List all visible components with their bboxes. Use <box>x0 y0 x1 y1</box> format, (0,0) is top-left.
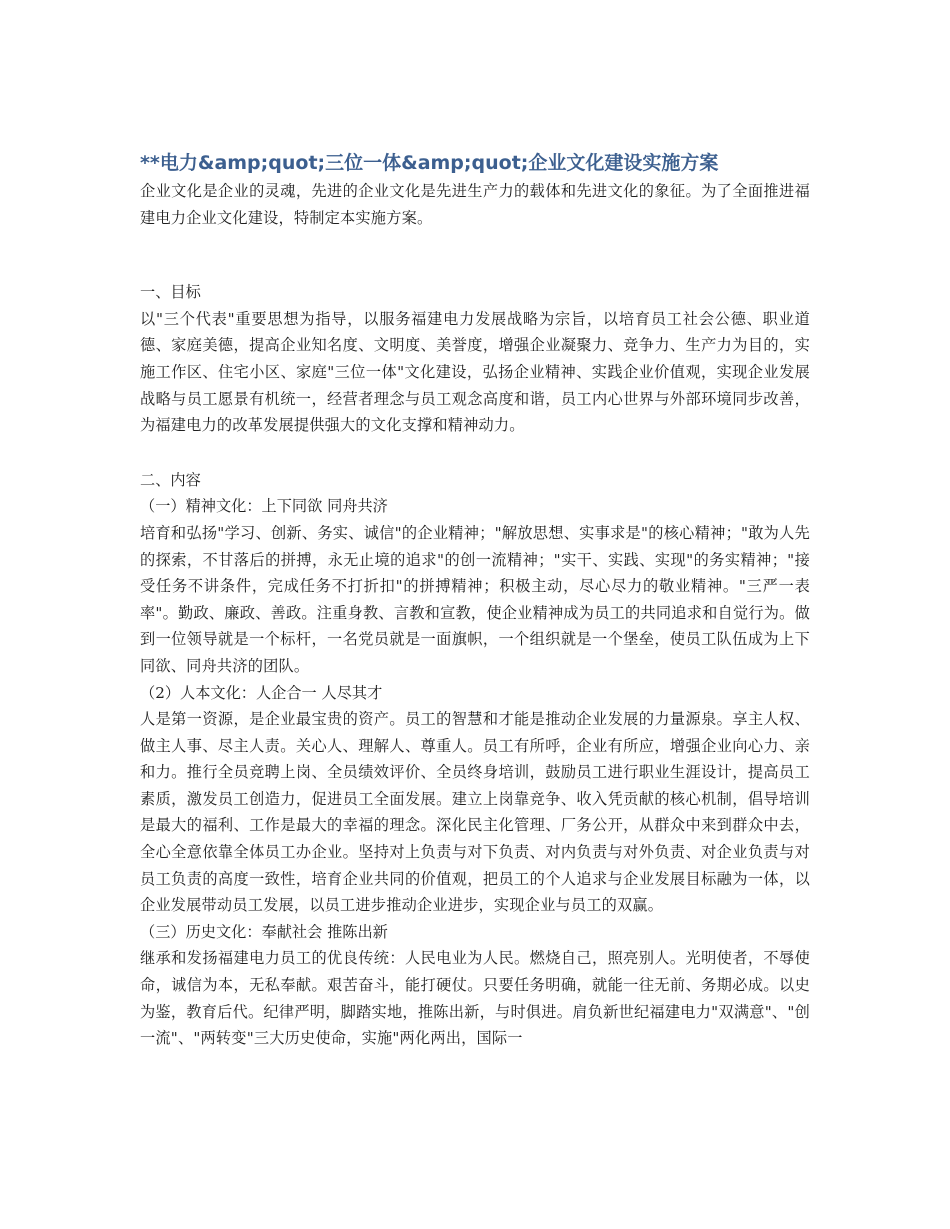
document-page <box>140 148 810 1052</box>
history-paragraph: 继承和发扬福建电力员工的优良传统：人民电业为人民。燃烧自己，照亮别人。光明使者，不辱使命，诚信为本，无私奉献。艰苦奋斗，能打硬仗。只要任务明确，就能一往无前、务期必成。以史为鉴，教育后代。纪律严明，脚踏实地，推陈出新，与时俱进。肩负新世纪福建电力"双满意"、"创一流"、"两转变"三大历史使命，实施"两化两出，国际一 <box>140 949 810 1048</box>
document-title: **电力&amp;quot;三位一体&amp;quot;企业文化建设实施方案 <box>140 152 719 174</box>
intro-paragraph: 企业文化是企业的灵魂，先进的企业文化是先进生产力的载体和先进文化的象征。为了全面推进福建电力企业文化建设，特制定本实施方案。 <box>140 182 810 227</box>
subsection-heading-spirit: （一）精神文化：上下同欲 同舟共济 <box>140 497 388 516</box>
people-paragraph: 人是第一资源，是企业最宝贵的资产。员工的智慧和才能是推动企业发展的力量源泉。享主人权、做主人事、尽主人责。关心人、理解人、尊重人。员工有所呼，企业有所应，增强企业向心力、亲和力。推行全员竞聘上岗、全员绩效评价、全员终身培训，鼓励员工进行职业生涯设计，提高员工素质，激发员工创造力，促进员工全面发展。建立上岗靠竞争、收入凭贡献的核心机制，倡导培训是最大的福利、工作是最大的幸福的理念。深化民主化管理、厂务公开，从群众中来到群众中去，全心全意依靠全体员工办企业。坚持对上负责与对下负责、对内负责与对外负责、对企业负责与对员工负责的高度一致性，培育企业共同的价值观，把员工的个人追求与企业发展目标融为一体，以企业发展带动员工发展，以员工进步推动企业进步，实现企业与员工的双赢。 <box>140 710 810 915</box>
section-heading-goals: 一、目标 <box>140 283 201 302</box>
spirit-paragraph: 培育和弘扬"学习、创新、务实、诚信"的企业精神；"解放思想、实事求是"的核心精神；"敢为人先的探索，不甘落后的拼搏，永无止境的追求"的创一流精神；"实干、实践、实现"的务实精神；"接受任务不讲条件，完成任务不打折扣"的拼搏精神；积极主动，尽心尽力的敬业精神。"三严一表率"。勤政、廉政、善政。注重身教、言教和宣教，使企业精神成为员工的共同追求和自觉行为。做到一位领导就是一个标杆，一名党员就是一面旗帜，一个组织就是一个堡垒，使员工队伍成为上下同欲、同舟共济的团队。 <box>140 523 810 675</box>
subsection-heading-people: （2）人本文化：人企合一 人尽其才 <box>140 683 383 702</box>
spacer <box>140 439 810 467</box>
goals-paragraph: 以"三个代表"重要思想为指导，以服务福建电力发展战略为宗旨，以培育员工社会公德、职业道德、家庭美德，提高企业知名度、文明度、美誉度，增强企业凝聚力、竞争力、生产力为目的，实施工作区、住宅小区、家庭"三位一体"文化建设，弘扬企业精神、实践企业价值观，实现企业发展战略与员工愿景有机统一，经营者理念与员工观念高度和谐，员工内心世界与外部环境同步改善，为福建电力的改革发展提供强大的文化支撑和精神动力。 <box>140 309 810 435</box>
subsection-heading-history: （三）历史文化：奉献社会 推陈出新 <box>140 922 388 941</box>
spacer <box>140 231 810 279</box>
section-heading-content: 二、内容 <box>140 470 201 489</box>
